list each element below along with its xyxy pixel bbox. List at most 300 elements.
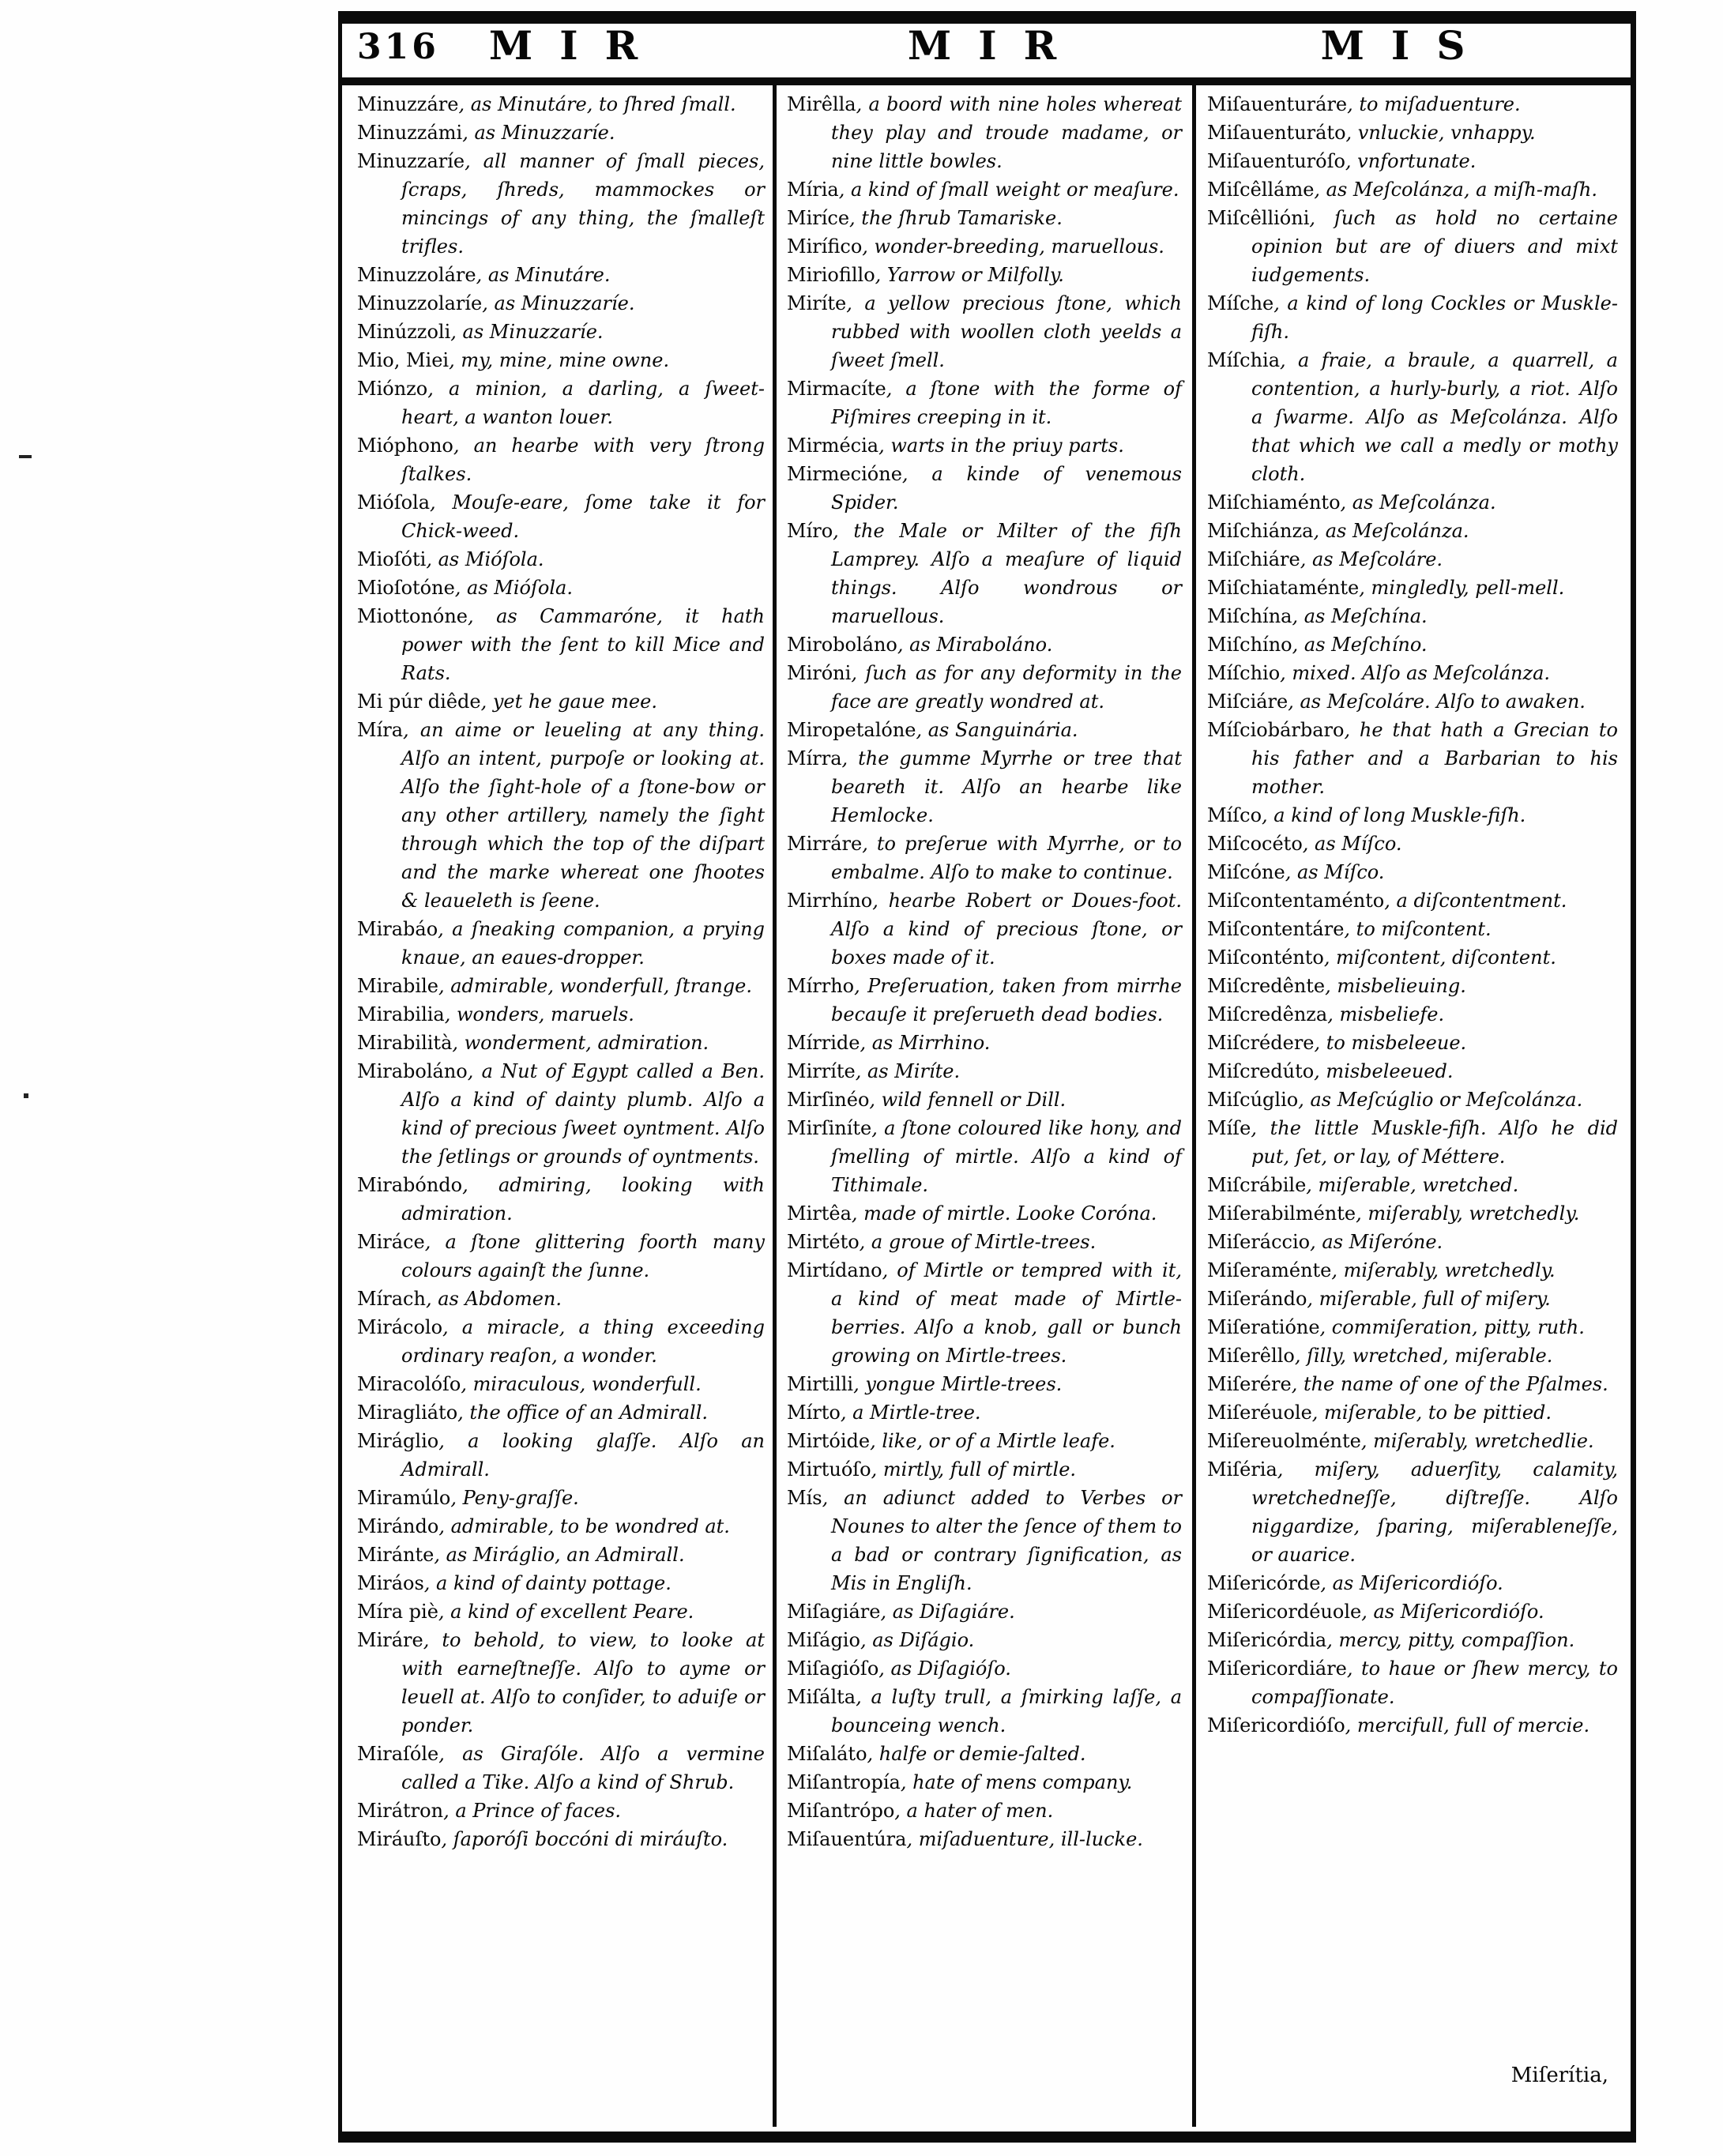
definition: , as Miráglio, an Admirall. — [434, 1544, 685, 1566]
definition: , a hater of men. — [894, 1800, 1054, 1822]
dictionary-entry — [357, 1541, 765, 1569]
definition: , admiring, looking with admiration. — [401, 1174, 765, 1225]
headword: Mirmacíte — [787, 378, 886, 400]
headword: Mirtóide — [787, 1430, 871, 1452]
headword: Miſchiánza — [1207, 520, 1314, 542]
definition: , vnluckie, vnhappy. — [1345, 122, 1536, 144]
dictionary-entry — [1207, 886, 1618, 915]
headword: Miſcocéto — [1207, 833, 1303, 855]
definition: , miraculous, wonderfull. — [461, 1373, 702, 1395]
dictionary-column-2 — [787, 90, 1182, 1853]
dictionary-entry — [787, 175, 1182, 204]
dictionary-entry — [1207, 204, 1618, 289]
dictionary-entry — [787, 716, 1182, 744]
definition: , he that hath a Grecian to his father and a Barbarian to his mother. — [1251, 719, 1618, 798]
dictionary-entry — [357, 1825, 765, 1853]
headword: Mírride — [787, 1032, 860, 1054]
dictionary-entry — [1207, 659, 1618, 687]
headword: Miſeraménte — [1207, 1259, 1332, 1281]
dictionary-entry — [787, 1797, 1182, 1825]
dictionary-entry — [357, 1228, 765, 1285]
dictionary-entry — [787, 1228, 1182, 1256]
column-divider-1 — [773, 85, 777, 2127]
definition: , yet he gaue mee. — [480, 690, 657, 713]
headword: Miſauenturáre — [1207, 93, 1348, 115]
headword: Minuzzaríe — [357, 150, 465, 172]
definition: , wonderment, admiration. — [452, 1032, 709, 1054]
definition: , as Meſcoláre. Alſo to awaken. — [1288, 690, 1586, 713]
headword: Miſágio — [787, 1629, 860, 1651]
dictionary-entry — [1207, 915, 1618, 943]
definition: , as Míſco. — [1302, 833, 1402, 855]
dictionary-entry — [1207, 175, 1618, 204]
headword: Miſeratióne — [1207, 1316, 1320, 1338]
headword: Míſciobárbaro — [1207, 719, 1345, 741]
dictionary-entry — [357, 1029, 765, 1057]
headword: Miſéria — [1207, 1458, 1277, 1481]
headword: Mirſiníte — [787, 1117, 872, 1139]
dictionary-entry — [787, 1740, 1182, 1768]
definition: , miſerable, wretched. — [1306, 1174, 1519, 1196]
headword: Mirmécia — [787, 435, 879, 457]
headword: Miſciáre — [1207, 690, 1288, 713]
dictionary-entry — [1207, 943, 1618, 972]
dictionary-entry — [1207, 1370, 1618, 1398]
headword: Miróni — [787, 662, 852, 684]
headword: Mirríte — [787, 1060, 856, 1082]
headword: Miſchína — [1207, 605, 1292, 627]
dictionary-entry — [787, 1455, 1182, 1484]
definition: , miſerably, wretchedly. — [1331, 1259, 1556, 1281]
headword: Mioſotóne — [357, 577, 455, 599]
definition: , miſerably, wretchedly. — [1356, 1202, 1580, 1225]
definition: , as Diſagióſo. — [878, 1657, 1011, 1680]
definition: , as Meſcolánza, a miſh-maſh. — [1314, 179, 1597, 201]
definition: , admirable, to be wondred at. — [438, 1515, 730, 1537]
headword: Mirácolo — [357, 1316, 443, 1338]
headword: Mi púr diêde — [357, 690, 481, 713]
headword: Miropetalóne — [787, 719, 916, 741]
dictionary-entry — [1207, 1057, 1618, 1086]
headword: Miſauentúra — [787, 1828, 907, 1850]
definition: , as Diſágio. — [860, 1629, 975, 1651]
headword: Míra — [357, 719, 404, 741]
definition: , the little Muskle-fiſh. Alſo he did put, ſet, or lay, of Méttere. — [1251, 1117, 1618, 1168]
headword: Mirándo — [357, 1515, 439, 1537]
headword: Mióſola — [357, 491, 431, 514]
definition: , misbeleeued. — [1314, 1060, 1454, 1082]
headword: Miſereuolménte — [1207, 1430, 1361, 1452]
headword: Miſcrábile — [1207, 1174, 1307, 1196]
definition: , the gumme Myrrhe or tree that beareth it. Alſo an hearbe like Hemlocke. — [831, 747, 1182, 826]
definition: , a kind of ſmall weight or meaſure. — [838, 179, 1179, 201]
dictionary-entry — [1207, 1199, 1618, 1228]
definition: , miſerably, wretchedlie. — [1360, 1430, 1594, 1452]
definition: , miſcontent, diſcontent. — [1323, 946, 1556, 969]
definition: , a Mirtle-tree. — [840, 1402, 981, 1424]
headword: Mirabile — [357, 975, 438, 997]
column-divider-2 — [1192, 85, 1196, 2127]
dictionary-entry — [1207, 90, 1618, 119]
header-divider-rule — [340, 77, 1635, 85]
dictionary-entry — [1207, 1455, 1618, 1569]
dictionary-entry — [787, 289, 1182, 374]
dictionary-entry — [357, 488, 765, 545]
definition: , like, or of a Mirtle leafe. — [870, 1430, 1115, 1452]
headword: Minúzzoli — [357, 321, 451, 343]
headword: Miſericordéuole — [1207, 1601, 1362, 1623]
definition: , a kind of excellent Peare. — [438, 1601, 694, 1623]
headword: Miſagióſo — [787, 1657, 879, 1680]
margin-mark — [19, 455, 32, 458]
headword: Miſerêllo — [1207, 1345, 1295, 1367]
dictionary-entry — [357, 545, 765, 574]
running-head-mir-2: MIR — [907, 22, 1084, 69]
headword: Miſálta — [787, 1686, 856, 1708]
definition: , a groue of Mirtle-trees. — [859, 1231, 1097, 1253]
definition: , the office of an Admirall. — [457, 1402, 708, 1424]
definition: , as Mirrhino. — [860, 1032, 991, 1054]
headword: Míro — [787, 520, 833, 542]
dictionary-entry — [1207, 119, 1618, 147]
dictionary-entry — [1207, 1285, 1618, 1313]
dictionary-entry — [1207, 1569, 1618, 1597]
dictionary-entry — [787, 1256, 1182, 1370]
dictionary-entry — [1207, 1711, 1618, 1740]
definition: , wonder-breeding, maruellous. — [862, 235, 1164, 258]
dictionary-entry — [1207, 602, 1618, 630]
definition: , misbelieuing. — [1325, 975, 1466, 997]
dictionary-entry — [1207, 1171, 1618, 1199]
headword: Minuzzáre — [357, 93, 459, 115]
dictionary-entry — [357, 1313, 765, 1370]
dictionary-entry — [787, 431, 1182, 460]
dictionary-entry — [1207, 716, 1618, 801]
dictionary-entry — [1207, 1427, 1618, 1455]
dictionary-entry — [357, 915, 765, 972]
definition: , a ſtone with the forme of Piſmires creeping in it. — [831, 378, 1182, 428]
headword: Miragliáto — [357, 1402, 458, 1424]
dictionary-entry — [1207, 147, 1618, 175]
definition: , a Nut of Egypt called a Ben. Alſo a kind of dainty plumb. Alſo a kind of precious ſweet oyntment. Alſo the ſetlings or grounds of oyntments. — [401, 1060, 765, 1168]
definition: , ſaporóſi boccóni di miráuſto. — [441, 1828, 728, 1850]
headword: Miſericórdia — [1207, 1629, 1327, 1651]
dictionary-entry — [787, 1825, 1182, 1853]
dictionary-entry — [357, 119, 765, 147]
dictionary-entry — [1207, 517, 1618, 545]
dictionary-entry — [357, 90, 765, 119]
dictionary-entry — [787, 1626, 1182, 1654]
dictionary-entry — [357, 346, 765, 374]
definition: , as Meſcolánza. — [1340, 491, 1496, 514]
headword: Mírach — [357, 1288, 426, 1310]
dictionary-entry — [787, 1086, 1182, 1114]
dictionary-entry — [357, 318, 765, 346]
definition: , a kind of dainty pottage. — [423, 1572, 672, 1594]
definition: , an adiunct added to Verbes or Nounes to alter the ſence of them to a bad or contrary ſignification, as Mis in Engliſh. — [822, 1487, 1182, 1594]
headword: Miſchiaménto — [1207, 491, 1341, 514]
headword: Miſericórde — [1207, 1572, 1321, 1594]
definition: , halfe or demie-ſalted. — [867, 1743, 1086, 1765]
dictionary-entry — [1207, 545, 1618, 574]
headword: Mís — [787, 1487, 822, 1509]
headword: Mirabóndo — [357, 1174, 463, 1196]
dictionary-entry — [787, 1057, 1182, 1086]
headword: Miſeréuole — [1207, 1402, 1312, 1424]
dictionary-entry — [1207, 972, 1618, 1000]
dictionary-entry — [357, 1512, 765, 1541]
definition: , of Mirtle or tempred with it, a kind of meat made of Mirtle-berries. Alſo a knob, gall or bunch growing on Mirtle-trees. — [831, 1259, 1182, 1367]
dictionary-entry — [357, 1427, 765, 1484]
headword: Míſche — [1207, 292, 1274, 314]
definition: , as Minuzzaríe. — [462, 122, 615, 144]
definition: , as Giraſóle. Alſo a vermine called a Tike. Alſo a kind of Shrub. — [401, 1743, 765, 1793]
headword: Miſericordiáre — [1207, 1657, 1347, 1680]
margin-mark — [24, 1093, 28, 1098]
headword: Miramúlo — [357, 1487, 451, 1509]
definition: , as Meſcúglio or Meſcolánza. — [1298, 1089, 1583, 1111]
dictionary-entry — [787, 232, 1182, 261]
dictionary-entry — [1207, 1626, 1618, 1654]
definition: , as Minuzzaríe. — [450, 321, 604, 343]
dictionary-entry — [1207, 488, 1618, 517]
headword: Miſauenturáto — [1207, 122, 1346, 144]
headword: Mióphono — [357, 435, 453, 457]
definition: , a kind of long Cockles or Muskle-fiſh. — [1251, 292, 1618, 343]
definition: , ſuch as for any deformity in the face are greatly wondred at. — [831, 662, 1182, 713]
headword: Mirátron — [357, 1800, 444, 1822]
headword: Míſco — [1207, 804, 1262, 826]
headword: Miraboláno — [357, 1060, 468, 1082]
dictionary-entry — [787, 517, 1182, 630]
definition: , miſerable, full of miſery. — [1307, 1288, 1551, 1310]
dictionary-entry — [787, 1199, 1182, 1228]
definition: , as Meſcoláre. — [1300, 548, 1443, 570]
dictionary-entry — [357, 1000, 765, 1029]
dictionary-entry — [357, 1370, 765, 1398]
definition: , to preſerue with Myrrhe, or to embalme. Alſo to make to continue. — [831, 833, 1182, 883]
headword: Miracolóſo — [357, 1373, 461, 1395]
dictionary-column-3 — [1207, 90, 1618, 1740]
dictionary-entry — [787, 1597, 1182, 1626]
headword: Miránte — [357, 1544, 435, 1566]
dictionary-entry — [357, 687, 765, 716]
dictionary-entry — [787, 90, 1182, 175]
definition: , mixed. Alſo as Meſcolánza. — [1280, 662, 1551, 684]
headword: Minuzzoláre — [357, 264, 476, 286]
catchword: Miſerítia, — [1510, 2064, 1608, 2087]
headword: Mirífico — [787, 235, 863, 258]
dictionary-entry — [787, 1114, 1182, 1199]
dictionary-entry — [357, 374, 765, 431]
definition: , a diſcontentment. — [1384, 890, 1567, 912]
definition: , as Miríte. — [855, 1060, 961, 1082]
definition: , commiſeration, pitty, ruth. — [1319, 1316, 1585, 1338]
headword: Miríte — [787, 292, 847, 314]
dictionary-entry — [787, 886, 1182, 972]
headword: Miſantropía — [787, 1771, 901, 1793]
definition: , wild fennell or Dill. — [869, 1089, 1067, 1111]
definition: , Preſeruation, taken from mirrhe becauſe it preſerueth dead bodies. — [831, 975, 1182, 1025]
headword: Mirtuóſo — [787, 1458, 871, 1481]
definition: , mercy, pitty, compaſſion. — [1326, 1629, 1575, 1651]
running-head-mis: MIS — [1320, 22, 1492, 69]
dictionary-entry — [357, 1057, 765, 1171]
dictionary-entry — [787, 1683, 1182, 1740]
headword: Míria — [787, 179, 839, 201]
definition: , as Miſericordióſo. — [1320, 1572, 1503, 1594]
headword: Mirráre — [787, 833, 863, 855]
headword: Míſe — [1207, 1117, 1251, 1139]
dictionary-entry — [357, 1569, 765, 1597]
headword: Miſcêllióni — [1207, 207, 1310, 229]
headword: Míſchia — [1207, 349, 1281, 371]
left-border-rule — [338, 11, 342, 2143]
headword: Miſchiataménte — [1207, 577, 1360, 599]
dictionary-entry — [357, 289, 765, 318]
dictionary-entry — [787, 630, 1182, 659]
dictionary-entry — [787, 830, 1182, 886]
dictionary-column-1 — [357, 90, 765, 1853]
definition: , yongue Mirtle-trees. — [853, 1373, 1063, 1395]
dictionary-entry — [1207, 1256, 1618, 1285]
dictionary-entry — [357, 1797, 765, 1825]
definition: , Peny-graſſe. — [450, 1487, 579, 1509]
definition: , as Mióſola. — [454, 577, 573, 599]
headword: Mírto — [787, 1402, 841, 1424]
headword: Miſchiáre — [1207, 548, 1300, 570]
definition: , as Minutáre. — [476, 264, 611, 286]
definition: , all manner of ſmall pieces, ſcraps, ſhreds, mammockes or mincings of any thing, the ſmalleſt trifles. — [401, 150, 765, 258]
dictionary-entry — [787, 659, 1182, 716]
dictionary-entry — [787, 374, 1182, 431]
dictionary-entry — [1207, 1086, 1618, 1114]
headword: Miſcontentaménto — [1207, 890, 1385, 912]
headword: Miráglio — [357, 1430, 439, 1452]
definition: , an aime or leueling at any thing. Alſo an intent, purpoſe or looking at. Alſo the ſight-hole of a ſtone-bow or any other artillery, namely the ſight through which the top of the diſpart and the marke whereat one ſhootes & leaueleth is ſeene. — [401, 719, 765, 912]
running-head-mir-1: MIR — [488, 22, 665, 69]
headword: Miſcredúto — [1207, 1060, 1315, 1082]
definition: , as Miſeróne. — [1310, 1231, 1443, 1253]
headword: Miſericordióſo — [1207, 1714, 1345, 1736]
dictionary-entry — [357, 431, 765, 488]
dictionary-entry — [357, 1740, 765, 1797]
definition: , as Meſchína. — [1292, 605, 1428, 627]
headword: Miráce — [357, 1231, 425, 1253]
definition: , a ſtone glittering foorth many colours againſt the ſunne. — [401, 1231, 765, 1281]
definition: , a miracle, a thing exceeding ordinary reaſon, a wonder. — [401, 1316, 765, 1367]
headword: Mirtéto — [787, 1231, 860, 1253]
definition: , Yarrow or Milfolly. — [875, 264, 1064, 286]
dictionary-entry — [357, 1285, 765, 1313]
dictionary-entry — [1207, 1398, 1618, 1427]
definition: , a kinde of venemous Spider. — [831, 463, 1182, 514]
definition: , ſilly, wretched, miſerable. — [1294, 1345, 1553, 1367]
definition: , a yellow precious ſtone, which rubbed with woollen cloth yeelds a ſweet ſmell. — [831, 292, 1182, 371]
definition: , a fraie, a braule, a quarrell, a contention, a hurly-burly, a riot. Alſo a ſwarme. Alſo as Meſcolánza. Alſo that which we call a medly or mothy cloth. — [1251, 349, 1618, 485]
headword: Miſcontentáre — [1207, 918, 1345, 940]
headword: Mírrho — [787, 975, 855, 997]
headword: Míſchio — [1207, 662, 1281, 684]
dictionary-entry — [1207, 289, 1618, 346]
definition: , my, mine, mine owne. — [449, 349, 670, 371]
definition: , a boord with nine holes whereat they play and troude madame, or nine little bowles. — [831, 93, 1182, 172]
definition: , as Minutáre, to ſhred ſmall. — [458, 93, 736, 115]
headword: Mirtilli — [787, 1373, 854, 1395]
definition: , as Minuzzaríe. — [482, 292, 635, 314]
definition: , as Cammaróne, it hath power with the ſent to kill Mice and Rats. — [401, 605, 765, 684]
definition: , the name of one of the Pſalmes. — [1291, 1373, 1608, 1395]
dictionary-entry — [357, 1171, 765, 1228]
definition: , the Male or Milter of the fiſh Lamprey. Alſo a meaſure of liquid things. Alſo wondrous or maruellous. — [831, 520, 1182, 627]
headword: Miſcêlláme — [1207, 179, 1315, 201]
definition: , the ſhrub Tamariske. — [849, 207, 1063, 229]
bottom-border-rule — [340, 2132, 1636, 2143]
definition: , made of mirtle. Looke Coróna. — [851, 1202, 1157, 1225]
headword: Miſcóne — [1207, 861, 1285, 883]
headword: Miráuſto — [357, 1828, 442, 1850]
dictionary-entry — [1207, 1114, 1618, 1171]
headword: Mio, Miei — [357, 349, 450, 371]
headword: Miroboláno — [787, 634, 897, 656]
headword: Mirabilità — [357, 1032, 453, 1054]
headword: Miſagiáre — [787, 1601, 881, 1623]
dictionary-entry — [1207, 1597, 1618, 1626]
headword: Miſaláto — [787, 1743, 867, 1765]
dictionary-entry — [357, 602, 765, 687]
dictionary-entry — [1207, 630, 1618, 659]
dictionary-entry — [1207, 687, 1618, 716]
headword: Miſantrópo — [787, 1800, 895, 1822]
definition: , a looking glaſſe. Alſo an Admirall. — [401, 1430, 765, 1481]
dictionary-entry — [1207, 1029, 1618, 1057]
definition: , as Miſericordióſo. — [1361, 1601, 1544, 1623]
definition: , mingledly, pell-mell. — [1359, 577, 1565, 599]
definition: , as Mióſola. — [426, 548, 544, 570]
dictionary-entry — [1207, 801, 1618, 830]
definition: , warts in the priuy parts. — [878, 435, 1124, 457]
dictionary-entry — [357, 1484, 765, 1512]
dictionary-entry — [1207, 346, 1618, 488]
definition: , as Meſchíno. — [1292, 634, 1428, 656]
dictionary-entry — [787, 744, 1182, 830]
headword: Minuzzolaríe — [357, 292, 483, 314]
headword: Miſcrédere — [1207, 1032, 1315, 1054]
definition: , miſerable, to be pittied. — [1311, 1402, 1552, 1424]
headword: Miſeráccio — [1207, 1231, 1311, 1253]
dictionary-entry — [1207, 858, 1618, 886]
headword: Miríce — [787, 207, 850, 229]
definition: , miſery, aduerſity, calamity, wretchedneſſe, diſtreſſe. Alſo niggardize, ſparing, miſerableneſſe, or auarice. — [1251, 1458, 1618, 1566]
definition: , as Míſco. — [1285, 861, 1385, 883]
headword: Miſerabilménte — [1207, 1202, 1356, 1225]
dictionary-entry — [1207, 1228, 1618, 1256]
definition: , an hearbe with very ſtrong ſtalkes. — [401, 435, 765, 485]
definition: , admirable, wonderfull, ſtrange. — [438, 975, 752, 997]
definition: , to haue or ſhew mercy, to compaſſionate. — [1251, 1657, 1618, 1708]
headword: Miſcredênte — [1207, 975, 1326, 997]
definition: , as Diſagiáre. — [880, 1601, 1015, 1623]
dictionary-entry — [787, 261, 1182, 289]
definition: , as Miraboláno. — [897, 634, 1053, 656]
headword: Minuzzámi — [357, 122, 463, 144]
dictionary-entry — [787, 1484, 1182, 1597]
headword: Mirmecióne — [787, 463, 902, 485]
headword: Miſchíno — [1207, 634, 1292, 656]
definition: , a luſty trull, a ſmirking laſſe, a bounceing wench. — [831, 1686, 1182, 1736]
dictionary-entry — [1207, 1654, 1618, 1711]
dictionary-entry — [357, 147, 765, 261]
